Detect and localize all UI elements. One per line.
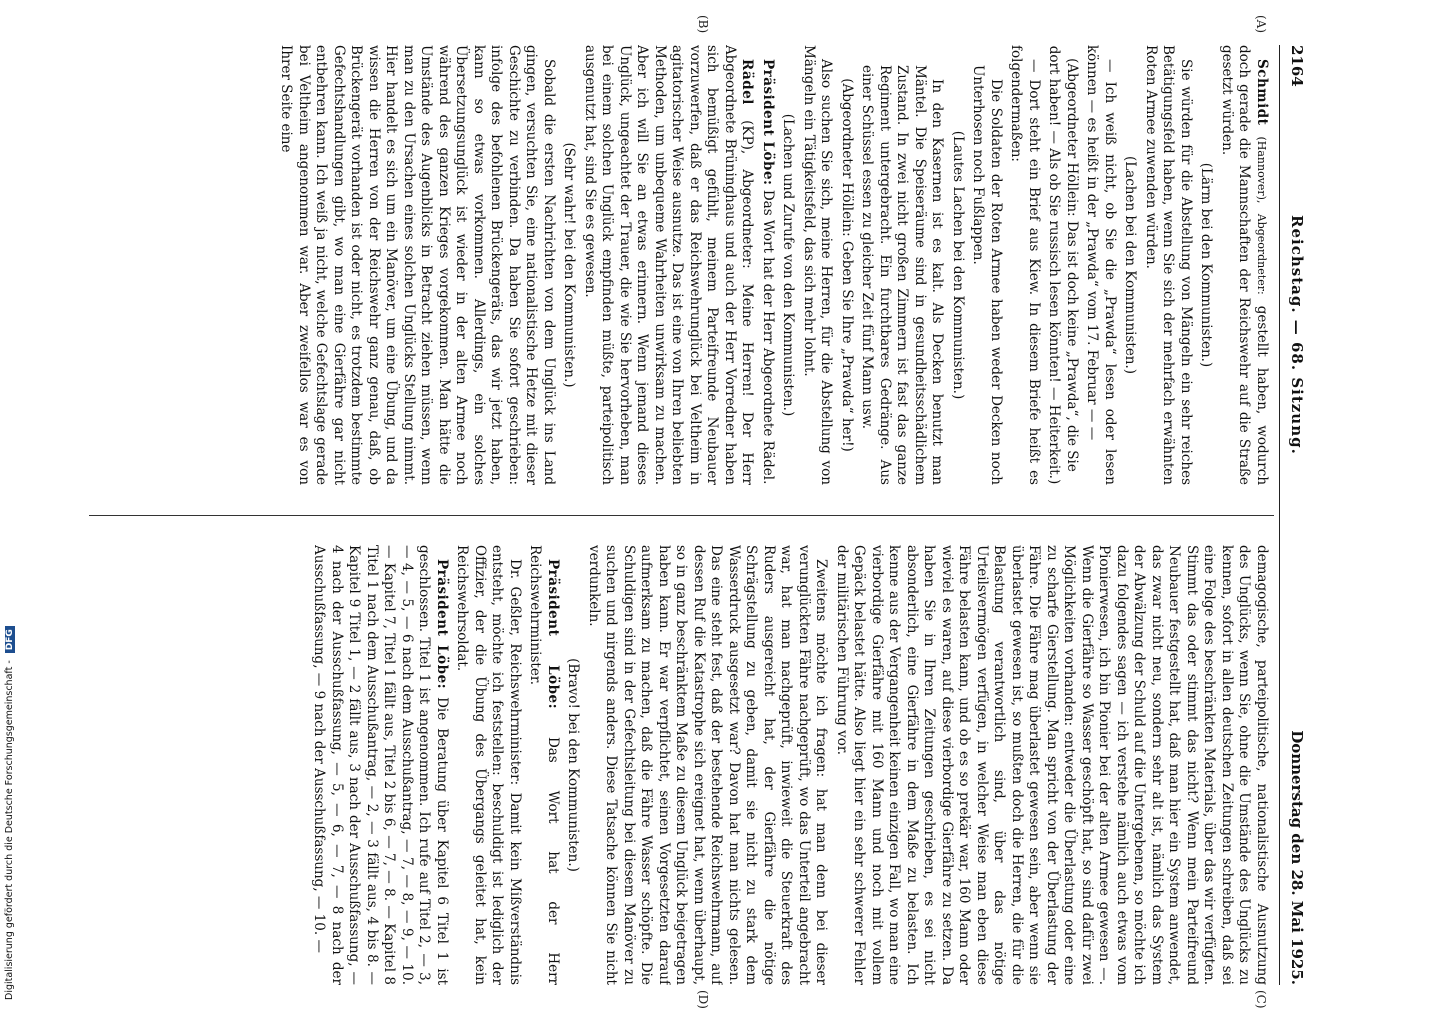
margin-mark-c: (C) [1254,990,1268,1009]
interjection: (Lautes Lachen bei den Kommunisten.) [950,130,966,400]
paragraph-text: Das Wort hat der Herr Reichswehrminister. [527,545,561,985]
paragraph: Also suchen Sie sich, meine Herren, für die Abstellung von Mängeln ein Tätigkeitsfeld, das sich mehr lohnt. [801,45,835,485]
digitization-credit [4,626,15,1000]
quotation: In den Kasernen ist es kalt. Als Decken benutzt man Mäntel. Die Speiseräume sind in gesundheitsschädlichem Zustand. In zwei nicht großen Zimmern ist fast das ganze Regiment untergebracht. Ein furchtbares Gedränge. Aus einer Schüssel essen zu gleicher Zeit fünf Mann usw. [859,65,946,485]
quotation: Die Soldaten der Roten Armee haben weder Decken noch Unterhosen noch Fußlappen. [970,65,1004,485]
margin-mark-d: (D) [696,990,710,1009]
paragraph [759,45,777,485]
paragraph-text: Dr. Geßler, Reichswehrminister: Damit kein Mißverständnis entsteht, möchte ich feststellen: beschuldigt ist lediglich der Offizier, der die Übung des Übergangs geleitet hat, kein Reichswehrsoldat. [454,545,523,985]
interjection: (Abgeordneter Höllein: Das ist doch keine „Prawda“, die Sie dort haben! — Als ob Sie russisch lesen könnten! — Heiterkeit.) [1046,45,1080,485]
paragraph [453,545,523,985]
interjection: (Abgeordneter Höllein: Geben Sie Ihre „Prawda“ her!) [839,78,855,452]
paragraph-text: (KP), Abgeordneter: Meine Herren! Der Herr Abgeordnete Brüninghaus und auch der Herr Vorredner haben sich bemüßigt gefühlt, meinem Parteifreunde Neubauer vorzuwerfen, daß er das Reichswehrunglück bei Veltheim in agitatorischer Weise ausnutze. Das ist eine von Ihren beliebten Methoden, um unbequeme Wahrheiten unwirksam zu machen. Aber ich will Sie an etwas erinnern. Wenn jemand dieses Unglück, ungeachtet der Trauer, die wie Sie hervorheben, man bei einem solchen Unglück empfinden müßte, parteipolitisch ausgenutzt hat, sind Sie es gewesen. [582,45,756,485]
paragraph: — Ich weiß nicht, ob Sie die „Prawda“ lesen oder lesen können — es heißt in der „Prawda“ vom 17. Februar — — [1084,45,1118,485]
paragraph [310,545,450,985]
speaker-name: Präsident Löbe: [545,559,561,710]
paragraph [581,45,756,485]
interjection: (Lachen und Zurufe von den Kommunisten.) [780,113,797,417]
speaker-name: Präsident Löbe: [434,559,450,690]
interjection: (Lärm bei den Kommunisten.) [1198,162,1215,368]
margin-mark-b: (B) [696,15,710,34]
rotated-document-page [80,15,1310,1009]
margin-mark-a: (A) [1254,15,1268,34]
speaker-role: (Hannover), Abgeordneter: [1255,136,1268,295]
page-header [1279,45,1310,985]
column-divider [89,515,1274,516]
paragraph: — Dort steht ein Brief aus Kiew. In diesem Briefe heißt es folgendermaßen: [1008,45,1042,485]
paragraph-text: Die Beratung über Kapitel 6 Titel 1 ist geschlossen. Titel 1 ist angenommen. Ich rufe auf Titel 2, — 3, — 4, — 5, — 6 nach dem Ausschußantrag, — 7, — 8, — 9, — 10. — Kapitel 7, Titel 1 fällt aus, Titel 2 bis 6, — 7, — 8. — Kapitel 8 Titel 1 nach dem Ausschußantrag, — 2, — 3 fällt aus, 4 bis 8. — Kapitel 9 Titel 1, — 2 fällt aus, 3 nach der Ausschußfassung, — 4 nach der Ausschußfassung, — 5, — 6, — 7, — 8 nach der Ausschußfassung, — 9 nach der Ausschußfassung, — 10. — [311,545,450,985]
paragraph: Sie würden für die Abstellung von Mängeln ein sehr reiches Betätigungsfeld haben, wenn Sie sich der mehrfach erwähnten Roten Armee zuwenden würden. [1143,45,1194,485]
page-number: 2164 [1288,45,1306,87]
left-column [90,45,1270,485]
interjection: (Bravo! bei den Kommunisten.) [565,658,582,872]
credit-text: Digitalisierung gefördert durch die Deutsche Forschungsgemeinschaft - [4,660,15,1000]
session-date: Donnerstag den 28. Mai 1925. [1288,730,1306,985]
speaker-name: Präsident Löbe: [760,59,776,186]
paragraph [526,545,561,985]
speaker-name: Schmidt [1254,59,1270,126]
paragraph: demagogische, parteipolitische, nationalistische Ausnutzung des Unglücks, wenn Sie, ohne die Umstände des Unglücks zu kennen, sofort in allen deutschen Zeitungen schreiben, daß sei eine Folge des beschränkten Materials, über das wir verfügten. Stimmt das oder stimmt das nicht? Wenn mein Parteifreund Neubauer festgestellt hat, daß man hier ein System anwendet, das zwar nicht neu, sondern sehr alt ist, nämlich das System der Abwälzung der Schuld auf die Untergebenen, so möchte ich dazu folgendes sagen — ich verstehe nämlich auch etwas vom Pionierwesen, ich bin Pionier bei der alten Armee gewesen —. Wenn die Gierfähre so Wasser geschöpft hat, so sind dafür zwei Möglichkeiten vorhanden: entweder die Überlastung oder eine zu scharfe Gierstellung. Man spricht von der Überlastung der Fähre. Die Fähre mag überlastet gewesen sein, aber wenn sie überlastet gewesen ist, so mußten doch die Herren, die für die Belastung verantwortlich sind, über das nötige Urteilsvermögen verfügen, in welcher Weise man eben diese Fähre belasten kann, und ob es so prekär war, 160 Mann oder wieviel es waren, auf diese vierbordige Gierfähre zu setzen. Da haben Sie in Ihren Zeitungen geschrieben, es sei nicht absonderlich, eine Gierfähre in dem Maße zu belasten. Ich kenne aus der Vergangenheit keinen einzigen Fall, wo man eine vierbordige Gierfähre mit 160 Mann und noch mit vollem Gepäck belastet hätte. Also liegt hier ein sehr schwerer Fehler der militärischen Führung vor. [834,545,1270,985]
right-column [90,545,1270,985]
paragraph: Sobald die ersten Nachrichten von dem Unglück ins Land gingen, versuchten Sie, eine nationalistische Hetze mit dieser Geschichte zu verbinden. Da haben Sie sofort geschrieben: infolge des befohlenen Brückengeräts, das wir jetzt haben, kann so etwas vorkommen. Allerdings, ein solches Übersetzungsunglück ist wieder in der alten Armee noch während des ganzen Krieges vorgekommen. Man hätte die Umstände des Augenblicks in Betracht ziehen müssen, wenn man zu den Ursachen eines solchen Unglücks Stellung nimmt. Hier handelt es sich um ein Manöver, um eine Übung, und da wissen die Herren von der Reichswehr ganz genau, daß, ob Brückengerät vorhanden ist oder nicht, es trotzdem bestimmte Gefechtshandlungen gibt, wo man eine Gierfähre gar nicht entbehren kann. Ich weiß ja nicht, welche Gefechtslage gerade bei Veltheim angenommen war. Aber zweifellos war es von Ihrer Seite eine [278,45,557,485]
session-title: Reichstag. — 68. Sitzung. [1288,215,1306,455]
paragraph: Zweitens möchte ich fragen: hat man denn bei dieser verunglückten Fähre nachgeprüft, wo das Unterteil angebracht war, hat man nachgeprüft, inwieweit die Steuerkraft des Ruders ausgereicht hat, der Gierfähre die nötige Schrägstellung zu geben, damit sie nicht zu stark dem Wasserdruck ausgesetzt war? Davon hat man nichts gelesen. Das eine steht fest, daß der bestehende Reichswehrmann, auf dessen Ruf die Katastrophe sich ereignet hat, wenn überhaupt, so in ganz beschränktem Maße zu diesem Unglück beigetragen haben kann. Er war verpflichtet, seinen Vorgesetzten darauf aufmerksam zu machen, daß die Fähre Wasser schöpfte. Die Schuldigen sind in der Gefechtsleitung bei diesem Manöver zu suchen und nirgends anders. Diese Tatsache können Sie nicht verdunkeln. [586,545,830,985]
paragraph [1218,45,1271,485]
dfg-logo: DFG [5,626,15,653]
interjection: (Sehr wahr! bei den Kommunisten.) [561,142,578,388]
interjection: (Lachen bei den Kommunisten.) [1122,155,1139,375]
speaker-name: Rädel [739,59,756,105]
paragraph-text: gestellt haben, wodurch doch gerade die Mannschaften der Reichswehr auf die Straße gesetzt würden. [1219,45,1270,485]
paragraph-text: Das Wort hat der Herr Abgeordnete Rädel. [760,189,776,485]
